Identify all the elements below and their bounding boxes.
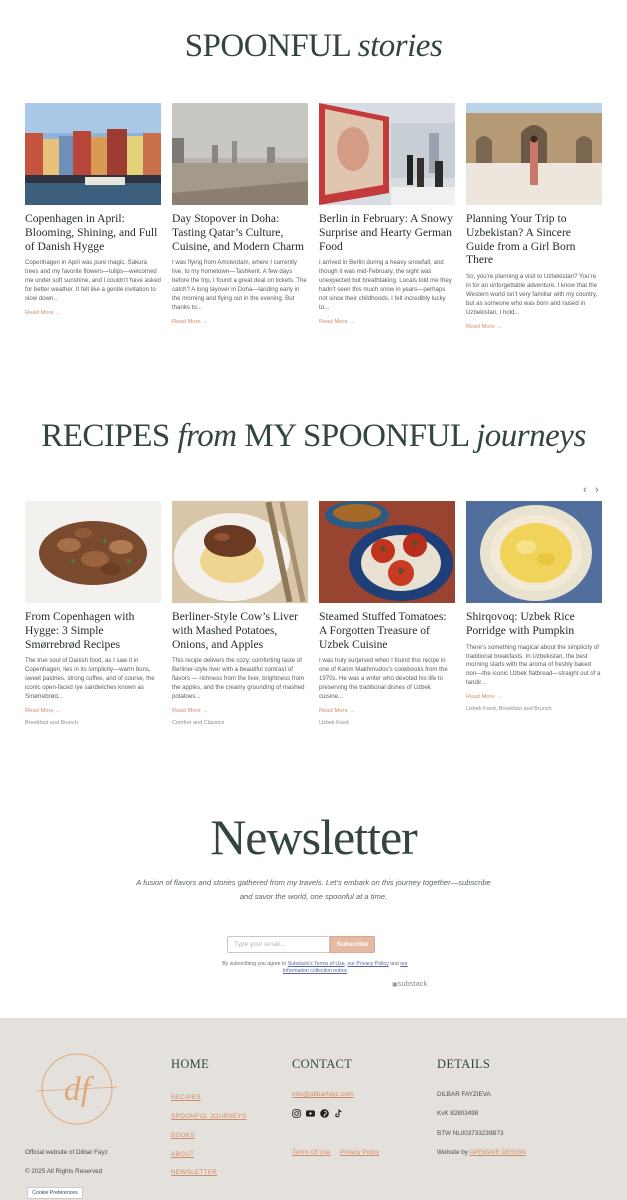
btw-number: BTW NL003733239B73 (437, 1130, 504, 1137)
site-logo[interactable] (34, 1052, 120, 1126)
recipes-heading-part: RECIPES (41, 418, 170, 454)
substack-logo[interactable] (392, 979, 427, 988)
logo-letters: df (63, 1071, 91, 1108)
recipe-card[interactable] (25, 501, 161, 726)
recipe-title[interactable]: Shirqovoq: Uzbek Rice Porridge with Pumpkin (466, 610, 575, 637)
recipes-heading-italic: from (177, 418, 237, 454)
recipe-title[interactable]: Steamed Stuffed Tomatoes: A Forgotten Treasure of Uzbek Cuisine (319, 610, 447, 651)
consent-text: By subscribing you agree to (222, 961, 287, 967)
subscribe-consent (220, 961, 410, 975)
cookie-preferences-button[interactable]: Cookie Preferences (27, 1187, 83, 1199)
collection-notice-link[interactable]: our Information collection notice (282, 961, 408, 974)
kvk-number: KvK 82803498 (437, 1110, 479, 1117)
stories-heading-italic: stories (357, 28, 443, 64)
read-more-link[interactable]: Read More → (466, 323, 503, 330)
story-card[interactable] (172, 103, 308, 325)
footer-link-recipes[interactable]: RECIPES (171, 1094, 201, 1101)
footer-home-heading: HOME (171, 1057, 210, 1071)
story-image-doha[interactable] (172, 103, 308, 205)
story-image-copenhagen[interactable] (25, 103, 161, 205)
story-image-uzbekistan[interactable] (466, 103, 602, 205)
story-excerpt: I arrived in Berlin during a heavy snowfall, and though it was mid-February, the sight was unexpected but breathtaking. Locals told me they hadn’t seen this much snow in years—perhaps not since their childhoods. I felt incredibly lucky to... (319, 259, 452, 311)
recipe-card[interactable] (319, 501, 455, 726)
copyright-text: © 2025 All Rights Reserved (25, 1168, 103, 1175)
website-credit (437, 1149, 526, 1156)
terms-of-use-link[interactable]: Terms Of Use (292, 1149, 331, 1156)
story-title[interactable]: Day Stopover in Doha: Tasting Qatar’s Culture, Cuisine, and Modern Charm (172, 212, 305, 253)
substack-label: substack (397, 979, 428, 988)
recipe-title[interactable]: From Copenhagen with Hygge: 3 Simple Smørrebrød Recipes (25, 610, 135, 651)
recipe-category[interactable]: Breakfast and Brunch (25, 719, 78, 726)
story-card[interactable] (319, 103, 455, 325)
recipe-card[interactable] (172, 501, 308, 726)
privacy-policy-link[interactable]: our Privacy Policy (347, 961, 389, 967)
carousel-next-icon[interactable]: › (595, 484, 599, 496)
carousel-prev-icon[interactable]: ‹ (583, 484, 587, 496)
story-image-berlin[interactable] (319, 103, 455, 205)
story-excerpt: Copenhagen in April was pure magic. Sakura trees and my favorite flowers—tulips—welcomed me under soft sunshine, and I couldn’t have asked for better weather. It felt like a gentle invitation to slow down... (25, 259, 161, 303)
recipe-category[interactable]: Comfort and Classics (172, 719, 225, 726)
story-excerpt: I was flying from Amsterdam, where I currently live, to my hometown—Tashkent. A few days before the trip, I found a great deal on tickets. The catch? A long layover in Doha—landing early in the morning and flying out in the evening. But thanks to... (172, 259, 307, 311)
recipe-category[interactable]: Uzbek Food (319, 719, 349, 726)
recipe-excerpt: The true soul of Danish food, as I saw it in Copenhagen, lies in its simplicity—warm buns, sweet pastries, strong coffee, and of course, the iconic open-faced rye sandwiches known as Smørrebrød... (25, 657, 155, 701)
instagram-icon[interactable] (292, 1109, 301, 1118)
consent-text: , (344, 961, 348, 967)
designer-link[interactable]: APEWAVE DESIGN (469, 1149, 526, 1156)
stories-heading (0, 28, 627, 65)
pinterest-icon[interactable] (320, 1109, 329, 1118)
contact-email-link[interactable]: info@dilbarfayz.com (292, 1091, 354, 1098)
recipe-image-liver[interactable] (172, 501, 308, 603)
stories-heading-main: SPOONFUL (184, 28, 351, 64)
recipe-image-tomatoes[interactable] (319, 501, 455, 603)
recipe-image-smorrebrod[interactable] (25, 501, 161, 603)
consent-text: and (388, 961, 401, 967)
story-card[interactable] (25, 103, 161, 316)
youtube-icon[interactable] (306, 1109, 315, 1118)
recipes-heading (0, 418, 627, 455)
read-more-link[interactable]: Read More → (319, 318, 356, 325)
email-input[interactable] (227, 936, 330, 953)
story-card[interactable] (466, 103, 602, 330)
footer-link-journeys[interactable]: SPOONFUL JOURNEYS (171, 1113, 247, 1120)
story-title[interactable]: Planning Your Trip to Uzbekistan? A Sincere Guide from a Girl Born There (466, 212, 576, 267)
footer-contact-heading: CONTACT (292, 1057, 353, 1071)
recipes-heading-part: MY SPOONFUL (244, 418, 469, 454)
story-title[interactable]: Copenhagen in April: Blooming, Shining, and Full of Danish Hygge (25, 212, 158, 253)
read-more-link[interactable]: Read More → (25, 309, 62, 316)
recipe-image-shirqovoq[interactable] (466, 501, 602, 603)
footer-link-about[interactable]: ABOUT (171, 1151, 195, 1158)
recipe-card[interactable] (466, 501, 602, 712)
substack-terms-link[interactable]: Substack’s Terms of Use (287, 961, 345, 967)
owner-name: DILBAR FAYZIEVA (437, 1091, 491, 1098)
newsletter-title: Newsletter (210, 809, 417, 865)
newsletter-tagline: A fusion of flavors and stories gathered from my travels. Let’s embark on this journey together—subscribe and savor the world, one spoonful at a time. (136, 878, 491, 901)
tiktok-icon[interactable] (334, 1109, 343, 1118)
recipe-category[interactable]: Uzbek Food, Breakfast and Brunch (466, 706, 552, 713)
website-credit-prefix: Website by (437, 1149, 469, 1156)
recipe-excerpt: There’s something magical about the simplicity of traditional breakfasts. In Uzbekistan, the best morning starts with the aroma of freshly baked non—the iconic Uzbek flatbread—straight out of a tandir... (466, 643, 601, 687)
read-more-link[interactable]: Read More → (466, 694, 503, 701)
recipe-title[interactable]: Berliner-Style Cow’s Liver with Mashed Potatoes, Onions, and Apples (172, 610, 298, 651)
footer-link-books[interactable]: BOOKS (171, 1132, 195, 1139)
recipe-excerpt: This recipe delivers the cozy, comforting taste of Berliner-style liver with a beautiful contrast of flavors — richness from the liver, brightness from the apples, and the creamy grounding of mashed potatoes... (172, 657, 305, 701)
subscribe-button[interactable]: Subscribe (330, 936, 375, 953)
read-more-link[interactable]: Read More → (319, 707, 356, 714)
read-more-link[interactable]: Read More → (172, 707, 209, 714)
recipe-excerpt: I was truly surprised when I found this recipe in one of Karim Makhmudov’s cookbooks from the 1970s. He was a writer who devoted his life to preserving the traditional dishes of Uzbek cuisine... (319, 657, 448, 701)
story-title[interactable]: Berlin in February: A Snowy Surprise and Hearty German Food (319, 212, 453, 253)
read-more-link[interactable]: Read More → (25, 707, 62, 714)
recipes-heading-italic: journeys (476, 418, 586, 454)
substack-icon: ▣ (392, 982, 398, 988)
official-site-text: Official website of Dilbar Fayz (25, 1149, 108, 1156)
footer-link-newsletter[interactable]: NEWSLETTER (171, 1169, 218, 1176)
footer-details-heading: DETAILS (437, 1057, 491, 1071)
read-more-link[interactable]: Read More → (172, 318, 209, 325)
privacy-policy-footer-link[interactable]: Privacy Policy (340, 1149, 380, 1156)
story-excerpt: So, you’re planning a visit to Uzbekistan? You’re in for an unforgettable adventure. I know that the Western world isn’t very familiar with my country, but as someone who was born and raised in Uzbekistan, I hold... (466, 273, 598, 316)
